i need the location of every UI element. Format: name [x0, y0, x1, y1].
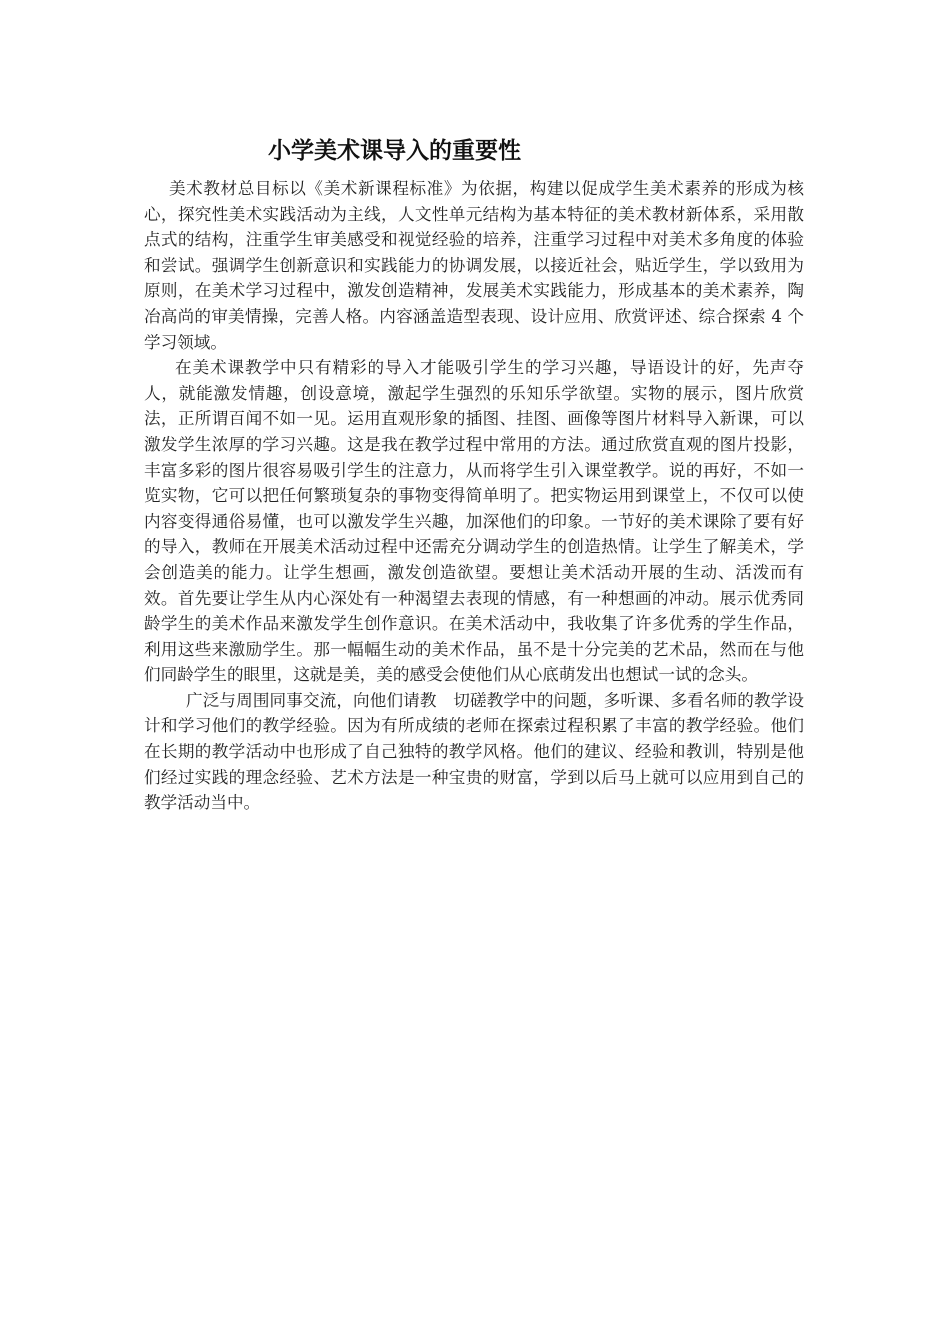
document-body — [144, 176, 804, 816]
paragraph-1: 美术教材总目标以《美术新课程标准》为依据，构建以促成学生美术素养的形成为核心，探究性美术实践活动为主线，人文性单元结构为基本特征的美术教材新体系，采用散点式的结构，注重学生审美感受和视觉经验的培养，注重学习过程中对美术多角度的体验和尝试。强调学生创新意识和实践能力的协调发展，以接近社会，贴近学生，学以致用为原则，在美术学习过程中，激发创造精神，发展美术实践能力，形成基本的美术素养，陶冶高尚的审美情操，完善人格。内容涵盖造型表现、设计应用、欣赏评述、综合探索 4 个学习领域。 — [144, 179, 804, 352]
paragraph-3: 广泛与周围同事交流，向他们请教 切磋教学中的问题，多听课、多看名师的教学设计和学习他们的教学经验。因为有所成绩的老师在探索过程积累了丰富的教学经验。他们在长期的教学活动中也形成了自己独特的教学风格。他们的建议、经验和教训，特别是他们经过实践的理念经验、艺术方法是一种宝贵的财富，学到以后马上就可以应用到自己的教学活动当中。 — [144, 690, 804, 813]
document-title: 小学美术课导入的重要性 — [268, 138, 521, 164]
paragraph-2: 在美术课教学中只有精彩的导入才能吸引学生的学习兴趣，导语设计的好，先声夺人，就能激发情趣，创设意境，激起学生强烈的乐知乐学欲望。实物的展示，图片欣赏法，正所谓百闻不如一见。运用直观形象的插图、挂图、画像等图片材料导入新课，可以激发学生浓厚的学习兴趣。这是我在教学过程中常用的方法。通过欣赏直观的图片投影，丰富多彩的图片很容易吸引学生的注意力，从而将学生引入课堂教学。说的再好，不如一览实物，它可以把任何繁琐复杂的事物变得简单明了。把实物运用到课堂上，不仅可以使内容变得通俗易懂，也可以激发学生兴趣，加深他们的印象。一节好的美术课除了要有好的导入，教师在开展美术活动过程中还需充分调动学生的创造热情。让学生了解美术，学会创造美的能力。让学生想画，激发创造欲望。要想让美术活动开展的生动、活泼而有效。首先要让学生从内心深处有一种渴望去表现的情感，有一种想画的冲动。展示优秀同龄学生的美术作品来激发学生创作意识。在美术活动中，我收集了许多优秀的学生作品，利用这些来激励学生。那一幅幅生动的美术作品，虽不是十分完美的艺术品，然而在与他们同龄学生的眼里，这就是美，美的感受会使他们从心底萌发出也想试一试的念头。 — [144, 358, 804, 685]
